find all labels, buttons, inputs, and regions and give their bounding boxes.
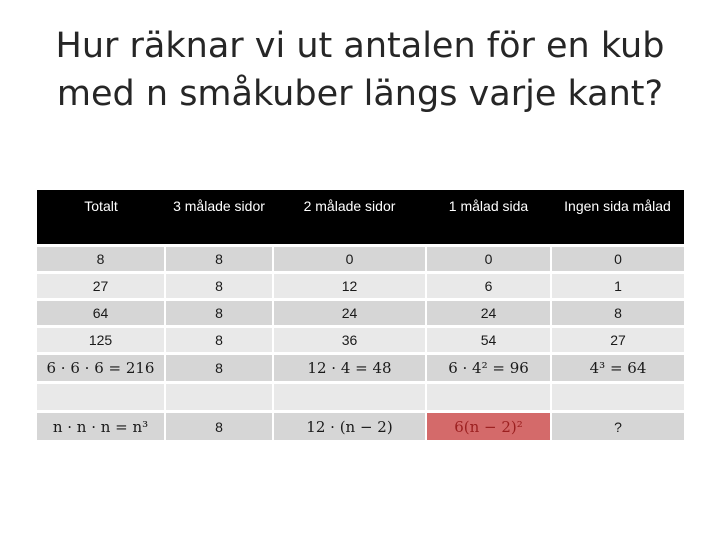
cube-count-table [37, 190, 684, 440]
formula: 6 · 4² = 96 [448, 359, 529, 377]
table-row [37, 383, 684, 412]
title-line-1: Hur räknar vi ut antalen för en kub [55, 26, 665, 66]
header-row [37, 190, 684, 246]
cell: 8 [165, 354, 273, 383]
formula: 4³ = 64 [589, 359, 647, 377]
cell: 8 [165, 246, 273, 273]
cell: 64 [37, 300, 165, 327]
formula: 12 · 4 = 48 [307, 359, 392, 377]
cell: 0 [273, 246, 426, 273]
formula-cell [37, 354, 165, 383]
title-line-2: med n småkuber längs varje kant? [56, 74, 664, 114]
cell: ? [551, 412, 684, 441]
formula-cell [37, 412, 165, 441]
cell: 8 [165, 327, 273, 354]
formula: 6(n − 2)² [454, 417, 523, 436]
formula: 12 · (n − 2) [306, 417, 393, 436]
table-row [37, 300, 684, 327]
cell: 8 [165, 412, 273, 441]
header-two-painted: 2 målade sidor [273, 190, 426, 246]
table-row [37, 412, 684, 441]
cell: 8 [551, 300, 684, 327]
cell: 0 [551, 246, 684, 273]
formula-cell [273, 412, 426, 441]
cell: 54 [426, 327, 551, 354]
header-none-painted: Ingen sida målad [551, 190, 684, 246]
table-row [37, 354, 684, 383]
cell: 6 [426, 273, 551, 300]
cell: 27 [37, 273, 165, 300]
formula: 6 · 6 · 6 = 216 [46, 359, 155, 377]
cell: 1 [551, 273, 684, 300]
cell: 27 [551, 327, 684, 354]
cell: 36 [273, 327, 426, 354]
header-one-painted: 1 målad sida [426, 190, 551, 246]
cell [165, 383, 273, 412]
cell: 24 [273, 300, 426, 327]
cell: 12 [273, 273, 426, 300]
cell [426, 383, 551, 412]
cell [551, 383, 684, 412]
cell: 0 [426, 246, 551, 273]
cell: 8 [165, 300, 273, 327]
highlighted-formula-cell [426, 412, 551, 441]
table-row [37, 327, 684, 354]
header-total: Totalt [37, 190, 165, 246]
cell [273, 383, 426, 412]
cell: 24 [426, 300, 551, 327]
table-row [37, 246, 684, 273]
formula-cell [551, 354, 684, 383]
formula-cell [426, 354, 551, 383]
formula: n · n · n = n³ [52, 417, 149, 436]
header-three-painted: 3 målade sidor [165, 190, 273, 246]
cell [37, 383, 165, 412]
cell: 8 [165, 273, 273, 300]
table-row [37, 273, 684, 300]
cell: 8 [37, 246, 165, 273]
formula-cell [273, 354, 426, 383]
slide-title [0, 22, 720, 118]
cell: 125 [37, 327, 165, 354]
